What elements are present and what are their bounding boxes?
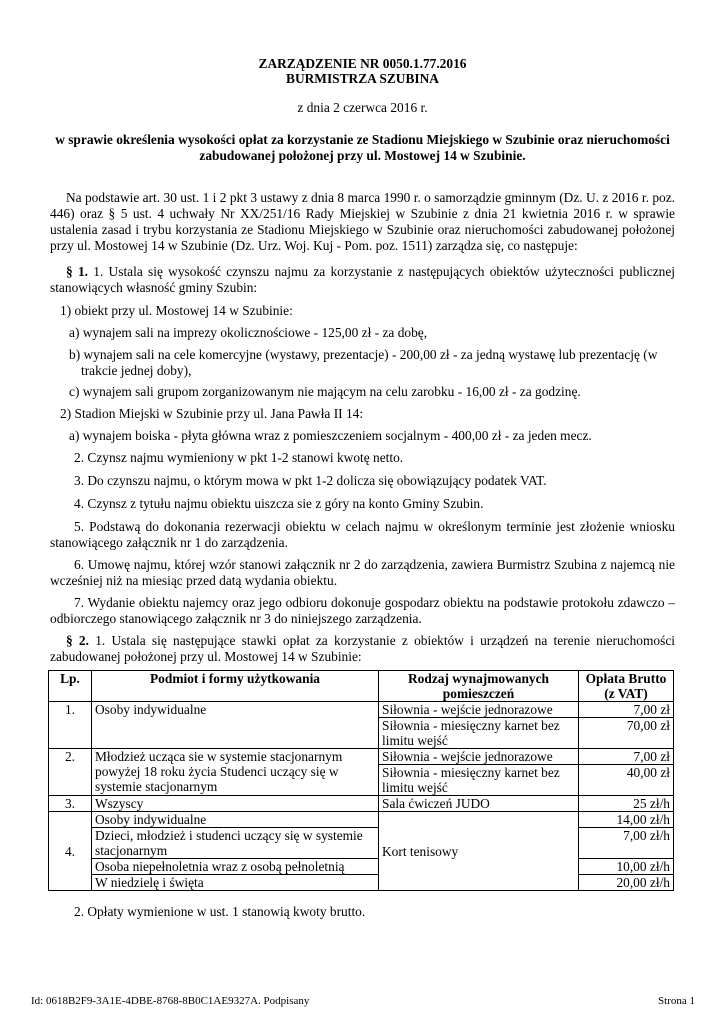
table-row — [49, 702, 674, 718]
par1-object-1: 1) obiekt przy ul. Mostowej 14 w Szubinie: — [60, 303, 293, 318]
rates-table — [48, 670, 674, 891]
par1-point-2: 2. Czynsz najmu wymieniony w pkt 1-2 stanowi kwotę netto. — [74, 450, 404, 465]
cell-fee: 7,00 zł — [579, 749, 674, 765]
cell-fee: 70,00 zł — [579, 718, 674, 749]
cell-fee: 20,00 zł/h — [579, 875, 674, 891]
cell-room: Siłownia - wejście jednorazowe — [379, 702, 579, 718]
cell-fee: 40,00 zł — [579, 765, 674, 796]
par1-object-1-a: a) wynajem sali na imprezy okolicznościowe - 125,00 zł - za dobę, — [69, 325, 428, 340]
document-title: ZARZĄDZENIE NR 0050.1.77.2016 — [258, 56, 467, 71]
document-subject: w sprawie określenia wysokości opłat za korzystanie ze Stadionu Miejskiego w Szubinie oraz nieruchomości zabudowanej położonej przy ul. Mostowej 14 w Szubinie. — [55, 132, 670, 163]
table-row — [49, 812, 674, 828]
cell-lp: 2. — [49, 749, 92, 796]
par2-mark: § 2. — [66, 633, 89, 648]
par1-object-1-c: c) wynajem sali grupom zorganizowanym nie mającym na celu zarobku - 16,00 zł - za godzinę. — [69, 384, 581, 399]
cell-subject: Dzieci, młodzież i studenci uczący się w systemie stacjonarnym — [92, 828, 379, 859]
par1-intro — [50, 264, 675, 296]
cell-fee: 7,00 zł/h — [579, 828, 674, 859]
par1-point-5: 5. Podstawą do dokonania rezerwacji obiektu w celach najmu w określonym terminie jest złożenie wniosku stanowiącego załącznik nr 1 do zarządzenia. — [50, 519, 675, 550]
preamble: Na podstawie art. 30 ust. 1 i 2 pkt 3 ustawy z dnia 8 marca 1990 r. o samorządzie gminnym (Dz. U. z 2016 r. poz. 446) oraz § 5 ust. 4 uchwały Nr XX/251/16 Rady Miejskiej w Szubinie z dnia 21 kwietnia 2016 r. w sprawie ustalenia zasad i trybu korzystania ze Stadionu Miejskiego w Szubinie oraz nieruchomości zabudowanej położonej przy ul. Mostowej 14 w Szubinie (Dz. Urz. Woj. Kuj - Pom. poz. 1511) zarządza się, co następuje: — [50, 190, 675, 253]
cell-lp: 3. — [49, 796, 92, 812]
cell-fee: 10,00 zł/h — [579, 859, 674, 875]
par1-mark: § 1. — [66, 264, 88, 279]
cell-room: Siłownia - miesięczny karnet bez limitu wejść — [379, 718, 579, 749]
cell-subject: Młodzież ucząca sie w systemie stacjonarnym powyżej 18 roku życia Studenci uczący się w systemie stacjonarnym — [92, 749, 379, 796]
par2-intro — [50, 633, 675, 665]
cell-subject: Osoba niepełnoletnia wraz z osobą pełnoletnią — [92, 859, 379, 875]
cell-room: Sala ćwiczeń JUDO — [379, 796, 579, 812]
cell-subject: Wszyscy — [92, 796, 379, 812]
table-row — [49, 796, 674, 812]
cell-lp: 1. — [49, 702, 92, 749]
header-subject: Podmiot i formy użytkowania — [92, 671, 379, 702]
par1-object-2: 2) Stadion Miejski w Szubinie przy ul. Jana Pawła II 14: — [60, 406, 364, 421]
header-fee: Opłata Brutto (z VAT) — [579, 671, 674, 702]
par2-intro-text: 1. Ustala się następujące stawki opłat za korzystanie z obiektów i urządzeń na terenie nieruchomości zabudowanej położonej przy ul. Mostowej 14 w Szubinie: — [50, 633, 675, 664]
table-row — [49, 749, 674, 765]
footer-document-id: Id: 0618B2F9-3A1E-4DBE-8768-8B0C1AE9327A. Podpisany — [31, 995, 310, 1007]
par2-point-2: 2. Opłaty wymienione w ust. 1 stanowią kwoty brutto. — [74, 904, 366, 919]
par1-point-7: 7. Wydanie obiektu najemcy oraz jego odbioru dokonuje gospodarz obiektu na podstawie protokołu zdawczo – odbiorczego stanowiącego załącznik nr 3 do niniejszego zarządzenia. — [50, 595, 675, 626]
cell-fee: 25 zł/h — [579, 796, 674, 812]
cell-lp: 4. — [49, 812, 92, 891]
header-rooms: Rodzaj wynajmowanych pomieszczeń — [379, 671, 579, 702]
table-header-row — [49, 671, 674, 702]
table-row — [49, 828, 674, 859]
cell-room: Siłownia - miesięczny karnet bez limitu wejść — [379, 765, 579, 796]
table-row — [49, 875, 674, 891]
document-authority: BURMISTRZA SZUBINA — [286, 71, 439, 86]
par1-point-6: 6. Umowę najmu, której wzór stanowi załącznik nr 2 do zarządzenia, zawiera Burmistrz Szubina z najemcą nie wcześniej niż na miesiąc przed datą wydania obiektu. — [50, 557, 675, 588]
document-date: z dnia 2 czerwca 2016 r. — [297, 100, 428, 115]
cell-subject: Osoby indywidualne — [92, 702, 379, 749]
cell-subject: Osoby indywidualne — [92, 812, 379, 828]
par1-object-2-a: a) wynajem boiska - płyta główna wraz z pomieszczeniem socjalnym - 400,00 zł - za jeden mecz. — [69, 428, 592, 443]
par1-point-4: 4. Czynsz z tytułu najmu obiektu uiszcza sie z góry na konto Gminy Szubin. — [74, 496, 484, 511]
cell-room: Kort tenisowy — [379, 812, 579, 891]
table-row — [49, 859, 674, 875]
header-lp: Lp. — [49, 671, 92, 702]
par1-object-1-b: b) wynajem sali na cele komercyjne (wystawy, prezentacje) - 200,00 zł - za jedną wystawę lub prezentację (w trakcie jednej doby), — [69, 347, 658, 378]
footer-page-number: Strona 1 — [658, 995, 695, 1007]
par1-point-3: 3. Do czynszu najmu, o którym mowa w pkt 1-2 dolicza się obowiązujący podatek VAT. — [74, 473, 547, 488]
par1-intro-text: 1. Ustala się wysokość czynszu najmu za korzystanie z następujących obiektów użyteczności publicznej stanowiących własność gminy Szubin: — [50, 264, 675, 295]
cell-fee: 14,00 zł/h — [579, 812, 674, 828]
cell-room: Siłownia - wejście jednorazowe — [379, 749, 579, 765]
cell-fee: 7,00 zł — [579, 702, 674, 718]
cell-subject: W niedzielę i święta — [92, 875, 379, 891]
